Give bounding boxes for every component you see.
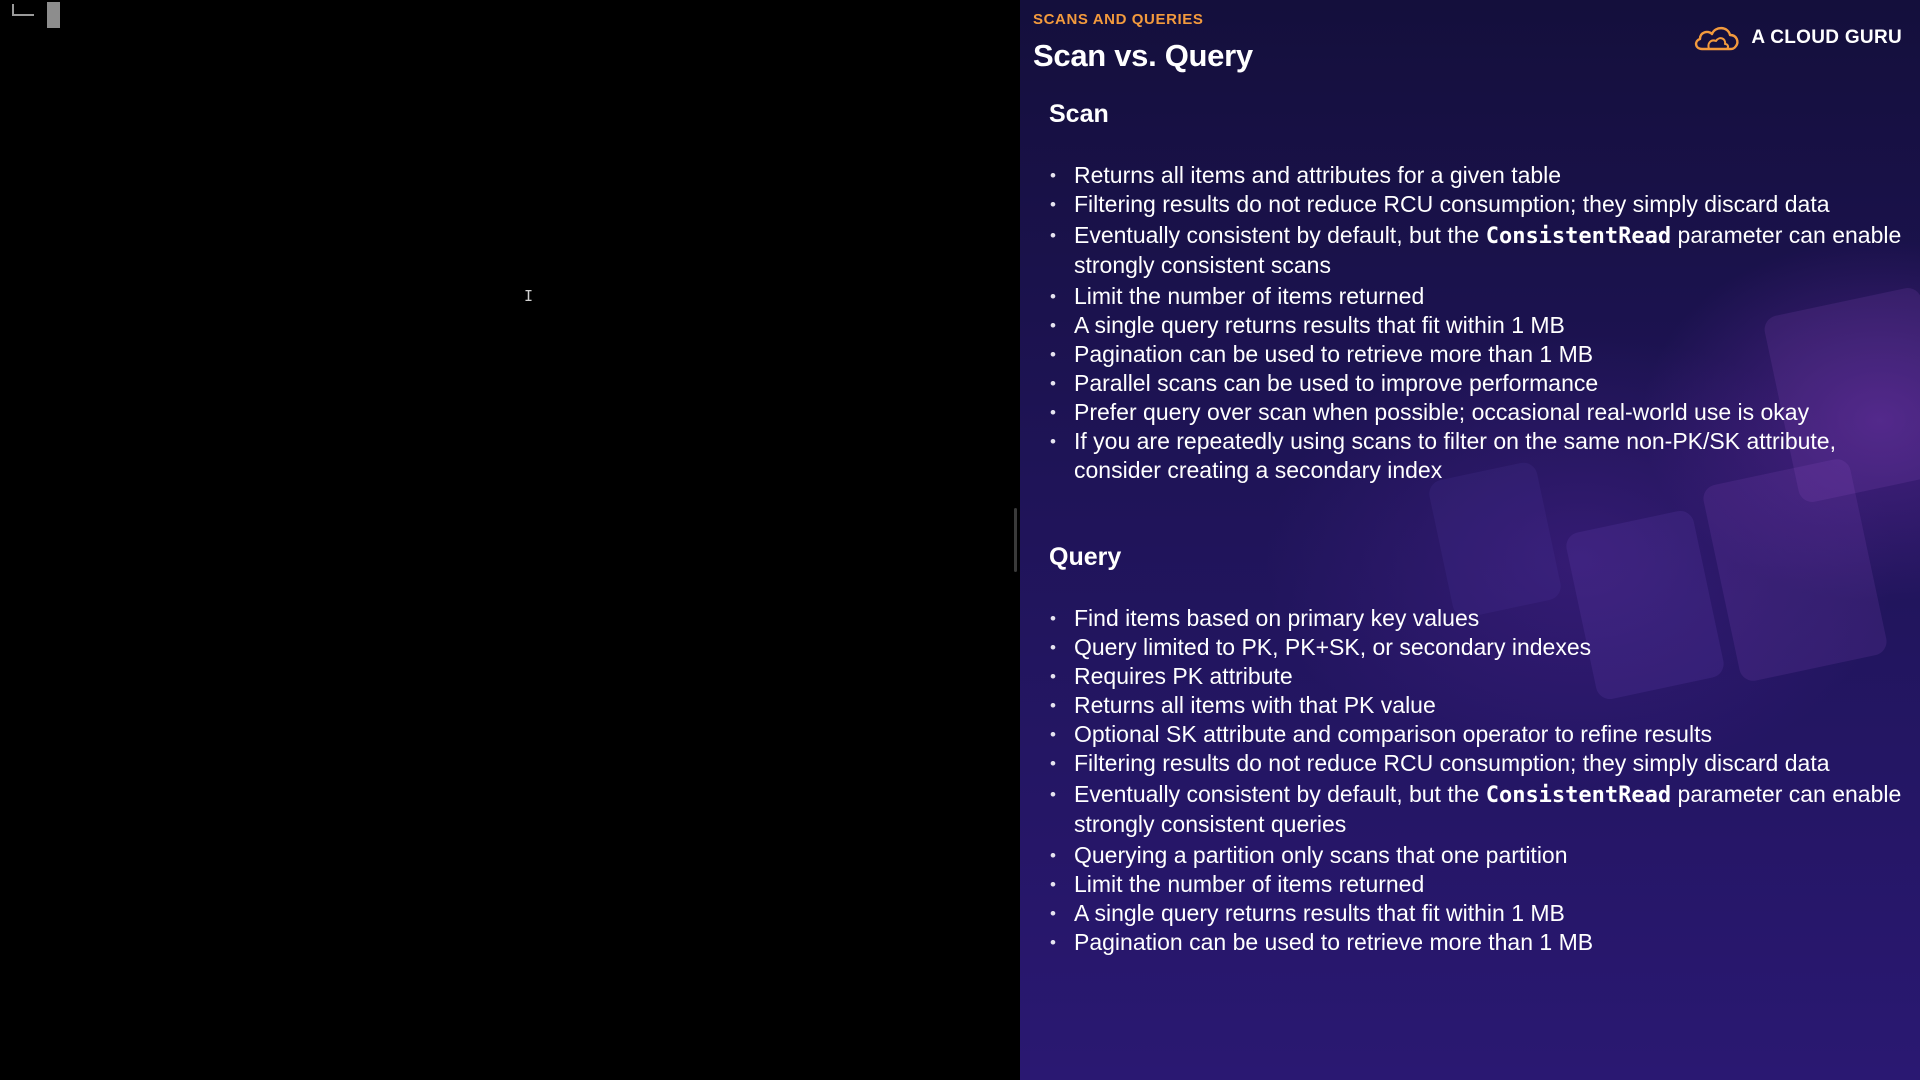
brand-name: A CLOUD GURU xyxy=(1751,27,1902,48)
terminal-cursor xyxy=(47,2,60,28)
query-bullet-item: • Limit the number of items returned xyxy=(1049,870,1909,899)
code-parameter: ConsistentRead xyxy=(1485,783,1672,808)
pane-splitter-handle[interactable] xyxy=(1014,508,1017,572)
slide-kicker: SCANS AND QUERIES xyxy=(1033,11,1204,28)
scan-bullet-item: • Prefer query over scan when possible; occasional real-world use is okay xyxy=(1049,398,1909,427)
scan-bullet-item: • Filtering results do not reduce RCU consumption; they simply discard data xyxy=(1049,190,1909,219)
query-bullet-item: • Query limited to PK, PK+SK, or secondary indexes xyxy=(1049,633,1909,662)
bullet-text: parameter can enable strongly consistent queries xyxy=(1074,781,1902,837)
query-bullet-item: • Pagination can be used to retrieve more than 1 MB xyxy=(1049,928,1909,957)
brand-logo xyxy=(1692,22,1902,54)
query-bullet-item: • Querying a partition only scans that one partition xyxy=(1049,841,1909,870)
scan-bullet-item: • If you are repeatedly using scans to filter on the same non-PK/SK attribute, consider creating a secondary index xyxy=(1049,427,1909,485)
slide-panel xyxy=(1020,0,1920,1080)
query-bullet-item: • Returns all items with that PK value xyxy=(1049,691,1909,720)
scan-bullet-item: • Limit the number of items returned xyxy=(1049,282,1909,311)
query-bullet-item: • Optional SK attribute and comparison operator to refine results xyxy=(1049,720,1909,749)
query-heading: Query xyxy=(1049,543,1122,571)
scan-bullet-item: • Pagination can be used to retrieve more than 1 MB xyxy=(1049,340,1909,369)
scan-bullet-item: • Parallel scans can be used to improve performance xyxy=(1049,369,1909,398)
cloud-icon xyxy=(1692,22,1742,54)
scan-bullet-item xyxy=(1049,221,1909,280)
scan-bullet-item: • A single query returns results that fit within 1 MB xyxy=(1049,311,1909,340)
scan-heading: Scan xyxy=(1049,100,1109,128)
scan-bullet-item: • Returns all items and attributes for a given table xyxy=(1049,161,1909,190)
bullet-text: Eventually consistent by default, but the xyxy=(1074,781,1486,807)
query-bullet-item: • Filtering results do not reduce RCU consumption; they simply discard data xyxy=(1049,749,1909,778)
slide-title: Scan vs. Query xyxy=(1033,38,1253,73)
query-bullet-item xyxy=(1049,780,1909,839)
code-parameter: ConsistentRead xyxy=(1485,224,1672,249)
bullet-text: parameter can enable strongly consistent scans xyxy=(1074,222,1902,278)
query-bullet-item: • Find items based on primary key values xyxy=(1049,604,1909,633)
query-bullet-item: • Requires PK attribute xyxy=(1049,662,1909,691)
text-cursor-icon: I xyxy=(524,287,534,305)
query-bullet-item: • A single query returns results that fit within 1 MB xyxy=(1049,899,1909,928)
scan-bullet-list xyxy=(1049,161,1909,485)
bullet-text: Eventually consistent by default, but the xyxy=(1074,222,1486,248)
prompt-corner-glyph xyxy=(12,4,34,16)
query-bullet-list xyxy=(1049,604,1909,957)
